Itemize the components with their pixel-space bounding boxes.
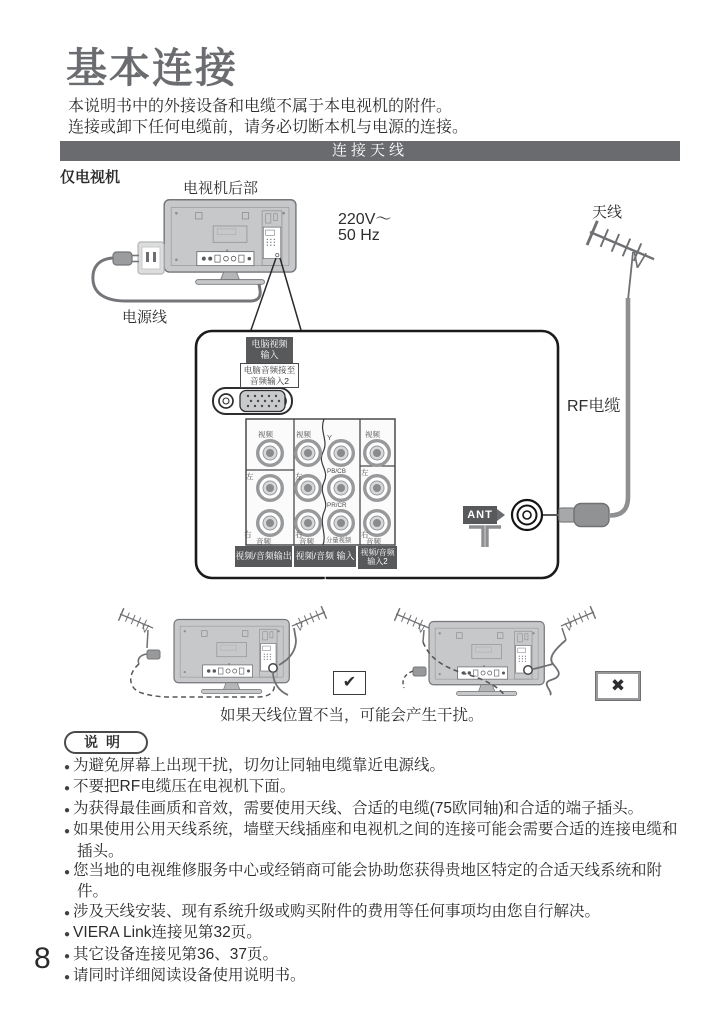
rca-jack bbox=[258, 511, 283, 536]
power-plug bbox=[113, 252, 139, 265]
jack-label-right: 右 bbox=[361, 530, 369, 539]
tv-rear-illustration bbox=[164, 200, 296, 285]
jack-label-prcr: PR/CR bbox=[327, 502, 347, 509]
rca-jack bbox=[296, 441, 321, 466]
jack-label-video: 视频 bbox=[296, 430, 311, 439]
jack-label-right: 右 bbox=[244, 530, 252, 539]
check-icon: ✔ bbox=[342, 674, 357, 691]
note-item: ● 为获得最佳画质和音效，需要使用天线、合适的电缆(75欧同轴)和合适的端子插头。 bbox=[64, 799, 680, 820]
interference-caption: 如果天线位置不当，可能会产生干扰。 bbox=[220, 707, 484, 724]
jack-label-video: 视频 bbox=[365, 430, 380, 439]
note-item: ● 为避免屏幕上出现干扰，切勿让同轴电缆靠近电源线。 bbox=[64, 756, 680, 777]
rca-jack bbox=[365, 476, 390, 501]
jack-label-audio: 音频 bbox=[299, 537, 314, 546]
av-in2-label: 视频/音频 输入2 bbox=[358, 546, 397, 569]
rf-cable-label: RF电缆 bbox=[567, 398, 621, 415]
power-cord-label: 电源线 bbox=[122, 309, 168, 326]
page-number: 8 bbox=[34, 942, 51, 975]
frequency-label: 50 Hz bbox=[338, 227, 380, 244]
rca-jack bbox=[329, 441, 354, 466]
antenna-illustration bbox=[584, 220, 659, 516]
scene-bad bbox=[393, 606, 597, 696]
vga-connector bbox=[213, 388, 292, 414]
note-item: ● 如果使用公用天线系统，墙壁天线插座和电视机之间的连接可能会需要合适的连接电缆和插头。 bbox=[64, 820, 680, 861]
rca-jack bbox=[258, 476, 283, 501]
notes-heading: 说明 bbox=[64, 731, 148, 754]
good-mark-box bbox=[333, 671, 366, 695]
pc-audio-note-label: 电脑音频接至 音频输入2 bbox=[240, 363, 299, 388]
note-item: ● 请同时详细阅读设备使用说明书。 bbox=[64, 966, 680, 987]
av-out-label: 视频/音频输出 bbox=[235, 546, 292, 567]
bad-mark-box bbox=[596, 672, 640, 700]
rca-jack bbox=[258, 441, 283, 466]
ant-label: ANT bbox=[463, 506, 497, 524]
jack-label-left: 左 bbox=[361, 468, 369, 477]
jack-label-pbcb: PB/CB bbox=[327, 468, 346, 475]
page-title: 基本连接 bbox=[66, 45, 238, 91]
jack-label-left: 左 bbox=[246, 472, 254, 481]
tv-rear-label: 电视机后部 bbox=[183, 180, 259, 197]
voltage-label: 220V～ bbox=[338, 211, 392, 228]
note-item: ● 其它设备连接见第36、37页。 bbox=[64, 945, 680, 966]
pc-video-input-label: 电脑视频 输入 bbox=[246, 337, 293, 365]
jack-label-video: 视频 bbox=[258, 430, 273, 439]
intro-line-1: 本说明书中的外接设备和电缆不属于本电视机的附件。 bbox=[68, 98, 453, 115]
intro-line-2: 连接或卸下任何电缆前，请务必切断本机与电源的连接。 bbox=[68, 119, 469, 136]
av-in1-label: 视频/音频 输入1 bbox=[294, 546, 356, 567]
rca-jack bbox=[329, 511, 354, 536]
connection-diagram bbox=[0, 185, 728, 705]
scene-good bbox=[117, 606, 328, 697]
section-banner: 连接天线 bbox=[60, 141, 680, 161]
note-item: ● VIERA Link连接见第32页。 bbox=[64, 923, 680, 944]
antenna-label: 天线 bbox=[592, 204, 623, 221]
note-item: ● 涉及天线安装、现有系统升级或购买附件的费用等任何事项均由您自行解决。 bbox=[64, 902, 680, 923]
jack-label-audio: 音频 bbox=[256, 537, 271, 546]
jack-label-right: 右 bbox=[295, 530, 303, 539]
jack-label-left: 左 bbox=[295, 472, 303, 481]
power-outlet bbox=[138, 242, 164, 274]
tv-only-label: 仅电视机 bbox=[60, 169, 121, 186]
rca-jack bbox=[329, 476, 354, 501]
jack-label-component: 分量视频 bbox=[326, 537, 352, 544]
note-item: ● 您当地的电视维修服务中心或经销商可能会协助您获得贵地区特定的合适天线系统和附件。 bbox=[64, 861, 680, 902]
rca-jack bbox=[365, 441, 390, 466]
jack-label-y: Y bbox=[327, 433, 333, 442]
note-item: ● 不要把RF电缆压在电视机下面。 bbox=[64, 777, 680, 798]
rf-plug bbox=[559, 508, 575, 522]
jack-label-audio: 音频 bbox=[366, 537, 381, 546]
notes-list bbox=[64, 756, 680, 987]
cross-icon: ✖ bbox=[610, 676, 626, 695]
